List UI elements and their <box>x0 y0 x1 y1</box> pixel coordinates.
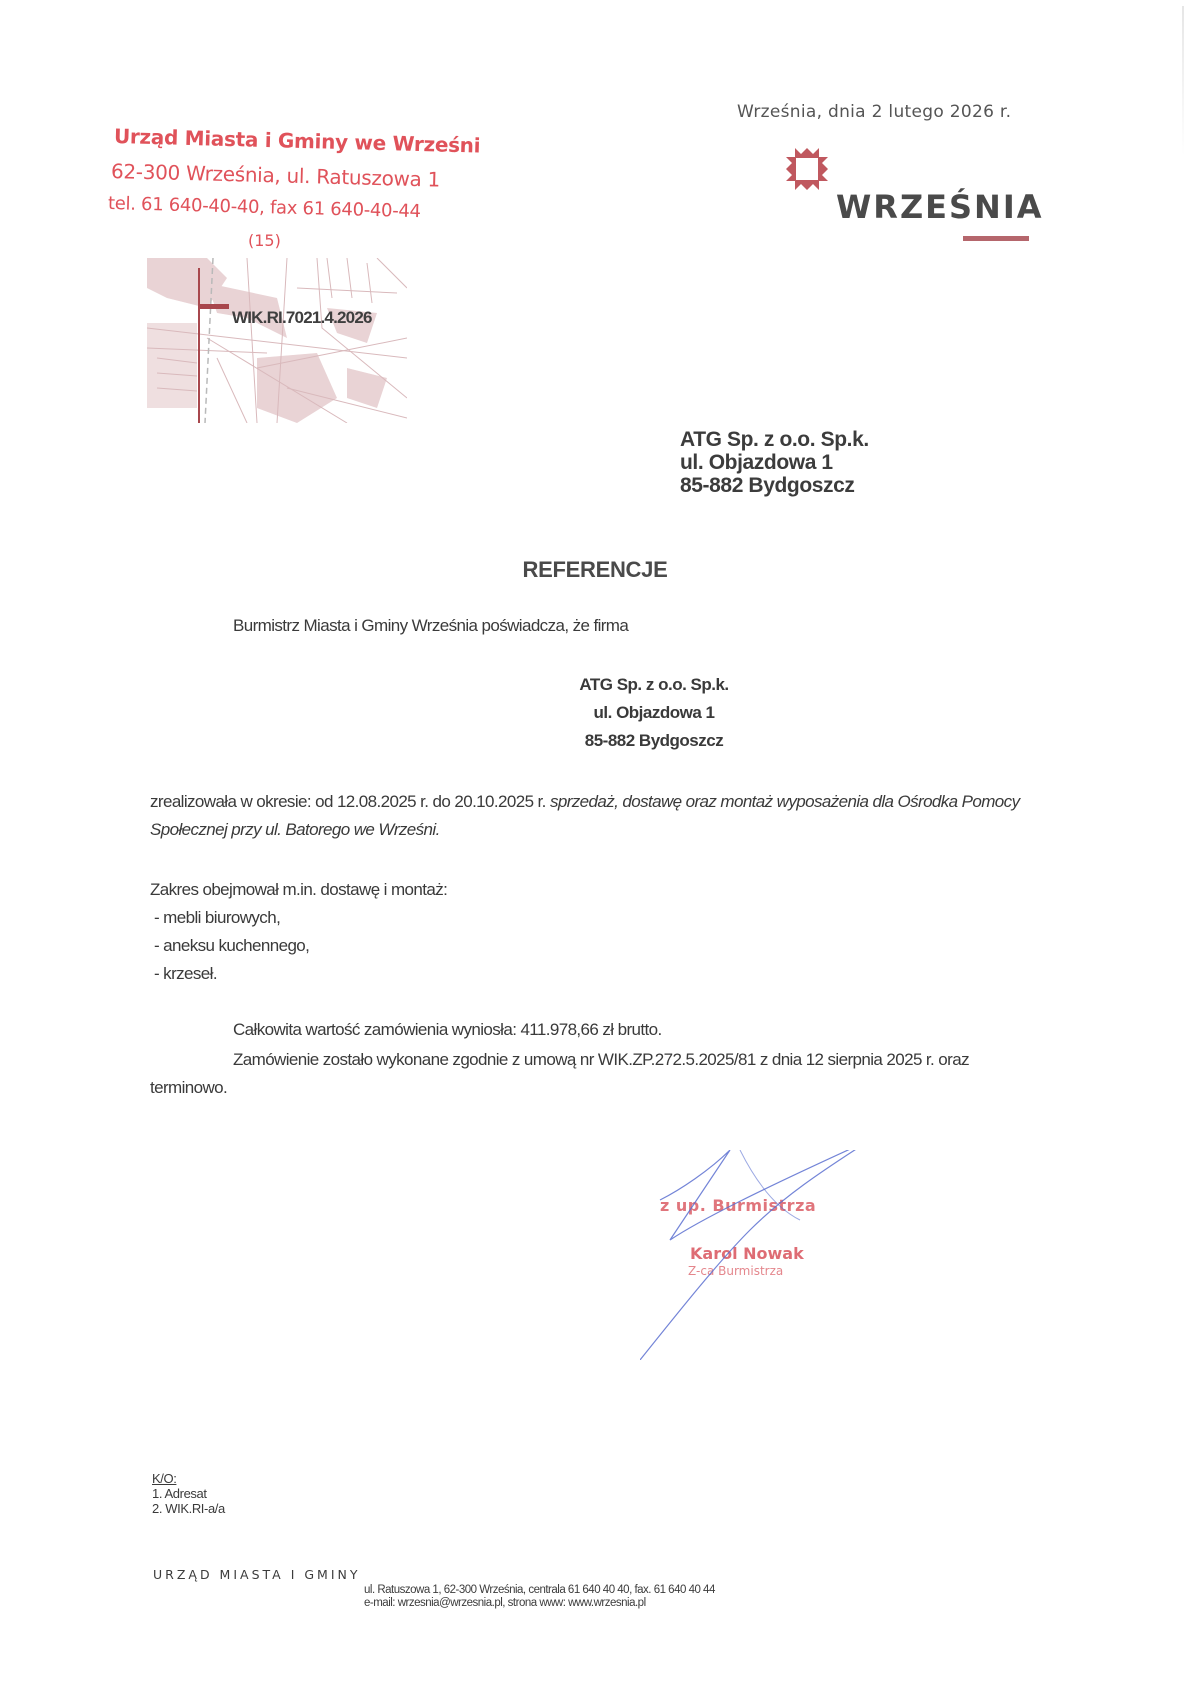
company-city: 85-882 Bydgoszcz <box>584 731 724 750</box>
footer-email-web: e-mail: wrzesnia@wrzesnia.pl, strona www: www.wrzesnia.pl <box>364 1597 646 1609</box>
realization-paragraph <box>150 788 1030 844</box>
company-name: ATG Sp. z o.o. Sp.k. <box>579 675 729 694</box>
recipient-name: ATG Sp. z o.o. Sp.k. <box>680 428 869 451</box>
intro-text: Burmistrz Miasta i Gminy Września poświadcza, że firma <box>233 616 629 635</box>
scope-item: - aneksu kuchennego, <box>154 936 310 955</box>
logo-wordmark: WRZEŚNIA <box>836 188 1044 226</box>
logo-underline <box>963 236 1029 241</box>
stamp-address: 62-300 Września, ul. Ratuszowa 1 <box>110 159 441 192</box>
reference-number: WIK.RI.7021.4.2026 <box>232 308 372 327</box>
date-line: Września, dnia 2 lutego 2026 r. <box>737 102 1012 122</box>
copies-item: 1. Adresat <box>152 1486 207 1501</box>
wrzesnia-emblem-icon <box>782 144 832 194</box>
recipient-address <box>680 428 869 497</box>
copies-item: 2. WIK.RI-a/a <box>152 1501 225 1516</box>
signatory-name: Karol Nowak <box>690 1244 804 1263</box>
stamp-office-name: Urząd Miasta i Gminy we Wrześni <box>113 124 481 158</box>
scope-item: - krzeseł. <box>154 964 217 983</box>
contract-statement: Zamówienie zostało wykonane zgodnie z umową nr WIK.ZP.272.5.2025/81 z dnia 12 sierpnia 2025 r. oraz terminowo. <box>150 1050 969 1097</box>
recipient-street: ul. Objazdowa 1 <box>680 451 833 474</box>
stamp-phone: tel. 61 640-40-40, fax 61 640-40-44 <box>107 193 421 223</box>
company-block <box>0 671 1190 755</box>
realization-subject: sprzedaż, dostawę oraz montaż wyposażenia dla Ośrodka Pomocy Społecznej przy ul. Batorego we Wrześni. <box>150 792 1020 839</box>
page-edge <box>1182 6 1184 156</box>
copies-heading: K/O: <box>152 1471 177 1486</box>
realization-period: zrealizowała w okresie: od 12.08.2025 r. do 20.10.2025 r. <box>150 792 550 811</box>
document-title: REFERENCJE <box>522 557 668 582</box>
signatory-role: Z-ca Burmistrza <box>688 1264 784 1278</box>
footer-address: ul. Ratuszowa 1, 62-300 Września, centrala 61 640 40 40, fax. 61 640 40 44 <box>364 1584 715 1596</box>
city-map-graphic <box>147 258 407 423</box>
signature-authorization: z up. Burmistrza <box>660 1196 817 1215</box>
scope-item: - mebli biurowych, <box>154 908 281 927</box>
copies-list <box>152 1471 225 1516</box>
stamp-number: (15) <box>248 231 281 250</box>
total-value: Całkowita wartość zamówienia wyniosła: 411.978,66 zł brutto. <box>233 1020 662 1039</box>
footer-organization: URZĄD MIASTA I GMINY <box>153 1567 361 1582</box>
scope-heading: Zakres obejmował m.in. dostawę i montaż: <box>150 880 448 899</box>
footer-contact <box>364 1584 715 1610</box>
handwritten-signature <box>640 1150 880 1360</box>
scope-list <box>150 876 447 988</box>
company-street: ul. Objazdowa 1 <box>593 703 715 722</box>
recipient-city: 85-882 Bydgoszcz <box>680 474 855 497</box>
